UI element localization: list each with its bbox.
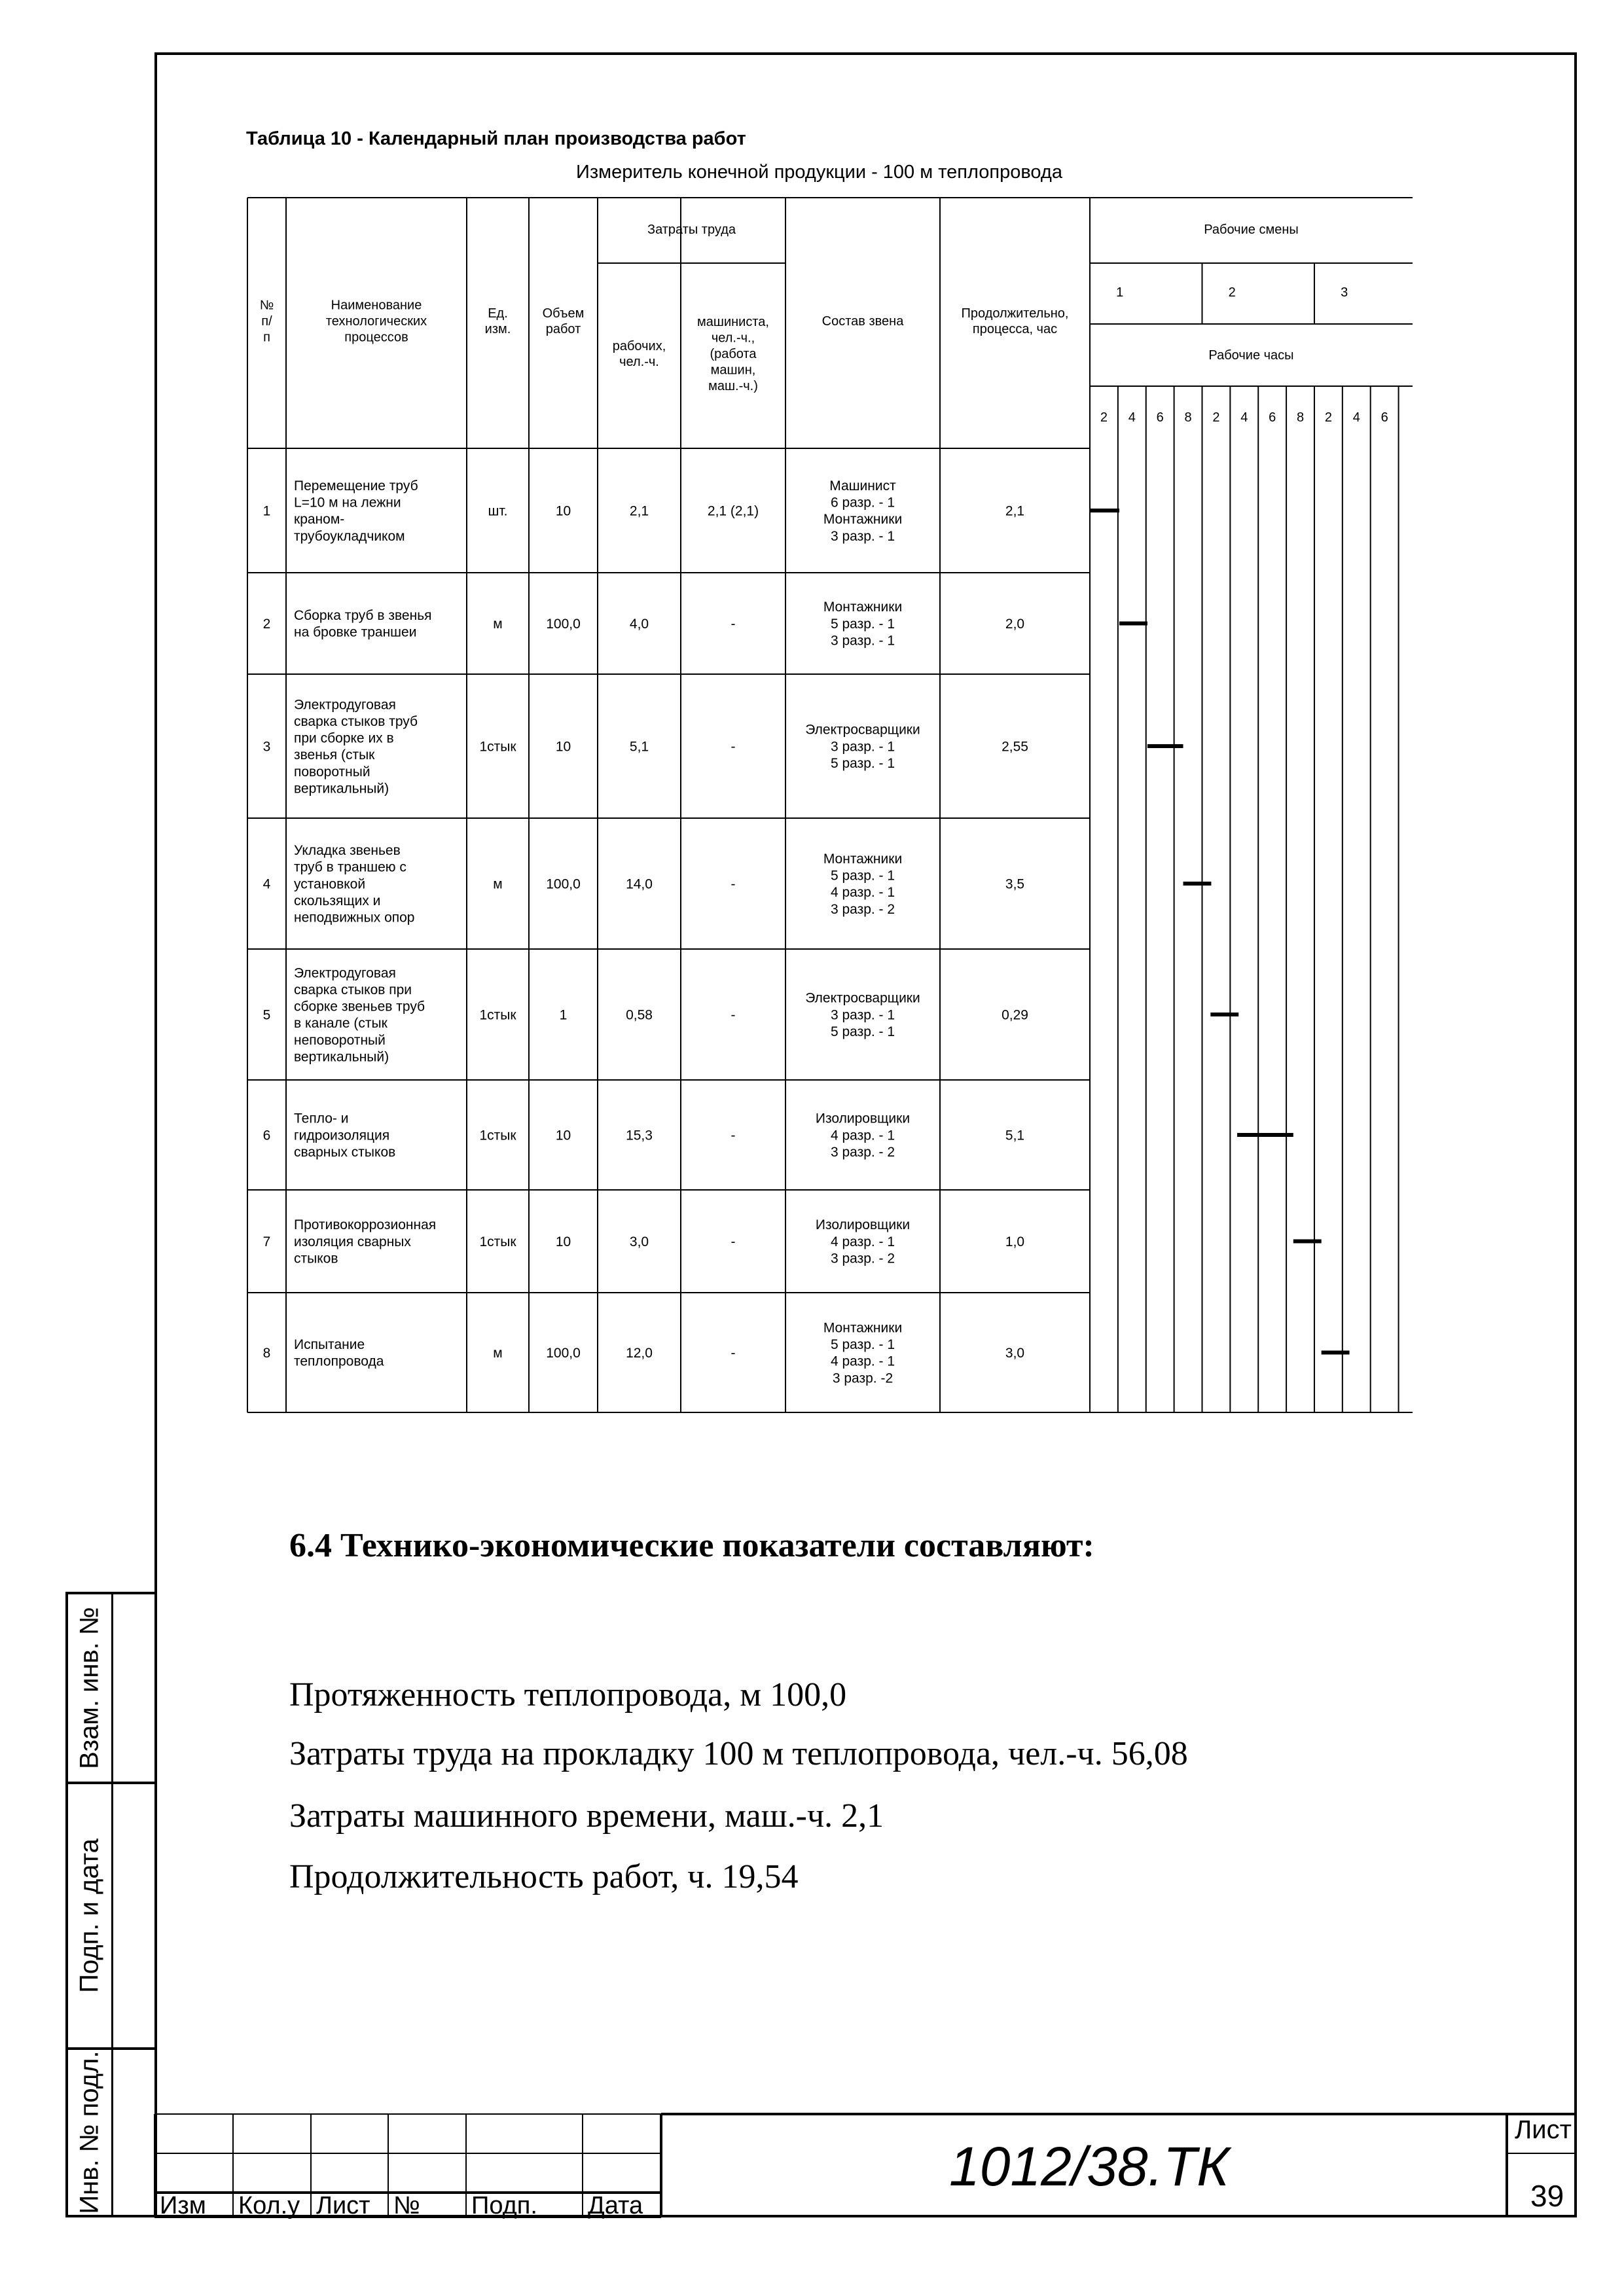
row-duration-line: 2,55 bbox=[1001, 739, 1028, 755]
row-process-name-line: Перемещение труб bbox=[294, 478, 418, 493]
hour-tick-label-line: 6 bbox=[1156, 410, 1164, 425]
row-num-line: 8 bbox=[262, 1345, 271, 1361]
row-crew-line: 3 разр. - 1 bbox=[830, 528, 895, 544]
row-num-line: 1 bbox=[262, 503, 271, 519]
row-machinists-line: - bbox=[731, 1007, 736, 1023]
row-machinists-line: - bbox=[731, 616, 736, 632]
row-process-name-line: неподвижных опор bbox=[294, 910, 415, 925]
header-shifts-line: Рабочие смены bbox=[1204, 223, 1299, 237]
row-process-name-line: L=10 м на лежни bbox=[294, 495, 401, 511]
row-process-name-line: теплопровода bbox=[294, 1354, 384, 1369]
stamp-field-label: Лист bbox=[316, 2192, 370, 2219]
row-crew-line: 3 разр. - 2 bbox=[830, 1251, 895, 1266]
row-process-name-line: установкой bbox=[294, 876, 366, 892]
row-volume-line: 1 bbox=[559, 1007, 568, 1023]
row-unit-line: 1стык bbox=[479, 1128, 516, 1143]
row-crew-line: Электросварщики bbox=[805, 722, 920, 738]
row-crew-line: 3 разр. - 2 bbox=[830, 901, 895, 917]
row-crew-line: 3 разр. - 2 bbox=[830, 1144, 895, 1160]
header-unit-line: Ед. bbox=[488, 306, 508, 321]
hour-tick-label-line: 8 bbox=[1184, 410, 1192, 425]
row-volume-line: 10 bbox=[555, 1234, 571, 1249]
stamp-field-label: Кол.у bbox=[238, 2192, 300, 2219]
row-unit-line: 1стык bbox=[479, 739, 516, 755]
row-crew-line: 5 разр. - 1 bbox=[830, 868, 895, 884]
row-machinists-line: - bbox=[731, 739, 736, 755]
row-workers-line: 5,1 bbox=[629, 739, 649, 755]
hour-tick-label-line: 6 bbox=[1380, 410, 1388, 425]
row-crew-line: Изолировщики bbox=[815, 1217, 911, 1233]
row-duration-line: 3,0 bbox=[1005, 1345, 1025, 1361]
row-crew-line: 4 разр. - 1 bbox=[830, 1128, 895, 1143]
header-machinists-line: машин, bbox=[710, 363, 756, 378]
row-volume-line: 10 bbox=[555, 739, 571, 755]
row-volume-line: 100,0 bbox=[546, 616, 581, 632]
row-process-name-line: звенья (стык bbox=[294, 747, 375, 763]
hour-tick-label-line: 4 bbox=[1128, 410, 1136, 425]
row-crew-line: 4 разр. - 1 bbox=[830, 1354, 895, 1369]
hour-tick-label-line: 2 bbox=[1324, 410, 1332, 425]
stamp-field-label: Подп. bbox=[471, 2192, 537, 2219]
row-duration-line: 5,1 bbox=[1005, 1128, 1025, 1143]
indicator-labor: Затраты труда на прокладку 100 м теплопровода, чел.-ч. 56,08 bbox=[289, 1735, 1188, 1772]
row-process-name-line: на бровке траншеи bbox=[294, 624, 417, 640]
row-volume-line: 10 bbox=[555, 503, 571, 519]
row-volume-line: 10 bbox=[555, 1128, 571, 1143]
document-code: 1012/38.ТК bbox=[949, 2136, 1229, 2197]
row-duration-line: 3,5 bbox=[1005, 876, 1025, 892]
side-label-inv: Инв. № подл. bbox=[75, 2051, 104, 2214]
shift-number-line: 3 bbox=[1341, 285, 1348, 300]
header-unit-line: изм. bbox=[484, 322, 511, 337]
row-duration-line: 1,0 bbox=[1005, 1234, 1025, 1249]
row-process-name-line: труб в траншею с bbox=[294, 859, 406, 875]
header-num-line: п bbox=[263, 330, 270, 345]
row-unit-line: м bbox=[493, 1345, 503, 1361]
row-process-name-line: вертикальный) bbox=[294, 1049, 389, 1065]
row-process-name-line: стыков bbox=[294, 1251, 338, 1266]
row-crew-line: Машинист bbox=[829, 478, 896, 493]
row-crew-line: 3 разр. - 1 bbox=[830, 633, 895, 649]
hour-tick-label-line: 6 bbox=[1269, 410, 1276, 425]
shift-number-line: 1 bbox=[1116, 285, 1124, 300]
side-label-podp: Подп. и дата bbox=[75, 1839, 104, 1993]
row-process-name-line: сварка стыков при bbox=[294, 982, 412, 997]
row-machinists-line: - bbox=[731, 1128, 736, 1143]
sheet-number: 39 bbox=[1530, 2179, 1564, 2213]
row-process-name-line: краном- bbox=[294, 512, 345, 528]
row-machinists-line: - bbox=[731, 1234, 736, 1249]
header-volume-line: Объем bbox=[542, 306, 585, 321]
row-process-name-line: изоляция сварных bbox=[294, 1234, 411, 1249]
sheet-label: Лист bbox=[1515, 2115, 1572, 2144]
indicator-machine-time: Затраты машинного времени, маш.-ч. 2,1 bbox=[289, 1797, 884, 1835]
row-unit-line: 1стык bbox=[479, 1007, 516, 1023]
row-process-name-line: Электродуговая bbox=[294, 965, 396, 981]
header-workers-line: чел.-ч. bbox=[619, 355, 659, 370]
row-process-name-line: вертикальный) bbox=[294, 781, 389, 797]
indicator-length: Протяженность теплопровода, м 100,0 bbox=[289, 1676, 847, 1713]
header-name-line: технологических bbox=[325, 314, 427, 329]
row-crew-line: 5 разр. - 1 bbox=[830, 755, 895, 771]
header-duration-line: процесса, час bbox=[972, 322, 1058, 337]
row-process-name-line: Укладка звеньев bbox=[294, 843, 401, 859]
row-num-line: 5 bbox=[262, 1007, 271, 1023]
side-label-vzam: Взам. инв. № bbox=[75, 1607, 104, 1769]
section-heading: 6.4 Технико-экономические показатели составляют: bbox=[289, 1527, 1094, 1564]
row-crew-line: 5 разр. - 1 bbox=[830, 1337, 895, 1353]
row-process-name-line: скользящих и bbox=[294, 893, 381, 908]
row-crew-line: 5 разр. - 1 bbox=[830, 616, 895, 632]
row-process-name-line: при сборке их в bbox=[294, 730, 394, 746]
row-num-line: 4 bbox=[262, 876, 271, 892]
table-title: Таблица 10 - Календарный план производства работ bbox=[246, 128, 746, 149]
stamp-field-label: Дата bbox=[588, 2192, 643, 2219]
table-subtitle: Измеритель конечной продукции - 100 м теплопровода bbox=[576, 162, 1062, 183]
header-name-line: процессов bbox=[344, 330, 408, 345]
row-num-line: 2 bbox=[262, 616, 271, 632]
row-process-name-line: неповоротный bbox=[294, 1032, 386, 1048]
row-crew-line: Изолировщики bbox=[815, 1111, 911, 1126]
indicator-duration: Продолжительность работ, ч. 19,54 bbox=[289, 1858, 799, 1895]
row-crew-line: 4 разр. - 1 bbox=[830, 1234, 895, 1249]
row-process-name-line: гидроизоляция bbox=[294, 1128, 390, 1143]
header-duration-line: Продолжительно, bbox=[961, 306, 1069, 321]
row-num-line: 7 bbox=[262, 1234, 271, 1249]
header-machinists-line: (работа bbox=[710, 347, 757, 361]
row-process-name-line: поворотный bbox=[294, 764, 370, 780]
header-workers-line: рабочих, bbox=[612, 338, 666, 353]
hour-tick-label-line: 4 bbox=[1240, 410, 1248, 425]
row-unit-line: 1стык bbox=[479, 1234, 516, 1249]
header-machinists-line: чел.-ч., bbox=[711, 331, 755, 346]
row-crew-line: Монтажники bbox=[823, 1320, 903, 1336]
row-workers-line: 15,3 bbox=[626, 1128, 653, 1143]
row-workers-line: 12,0 bbox=[626, 1345, 653, 1361]
header-volume-line: работ bbox=[545, 322, 581, 337]
row-crew-line: Электросварщики bbox=[805, 990, 920, 1006]
header-name-line: Наименование bbox=[331, 298, 422, 313]
row-volume-line: 100,0 bbox=[546, 1345, 581, 1361]
row-crew-line: Монтажники bbox=[823, 851, 903, 867]
stamp-field-label: Изм bbox=[160, 2192, 206, 2219]
row-workers-line: 14,0 bbox=[626, 876, 653, 892]
row-machinists-line: - bbox=[731, 1345, 736, 1361]
row-workers-line: 3,0 bbox=[629, 1234, 649, 1249]
row-crew-line: 3 разр. - 1 bbox=[830, 739, 895, 755]
header-labor-line: Затраты труда bbox=[647, 223, 736, 237]
row-workers-line: 2,1 bbox=[629, 503, 649, 519]
hour-tick-label-line: 4 bbox=[1352, 410, 1360, 425]
row-process-name-line: Электродуговая bbox=[294, 697, 396, 713]
shift-number-line: 2 bbox=[1228, 285, 1236, 300]
header-num-line: п/ bbox=[261, 314, 272, 329]
stamp-field-label: № bbox=[393, 2192, 420, 2219]
header-num-line: № bbox=[259, 298, 274, 313]
row-workers-line: 4,0 bbox=[629, 616, 649, 632]
header-machinists-line: маш.-ч.) bbox=[708, 378, 758, 393]
row-unit-line: шт. bbox=[488, 503, 508, 519]
row-num-line: 6 bbox=[262, 1128, 271, 1143]
row-machinists-line: - bbox=[731, 876, 736, 892]
header-hours-line: Рабочие часы bbox=[1208, 348, 1294, 363]
row-crew-line: 3 разр. - 1 bbox=[830, 1007, 895, 1023]
row-unit-line: м bbox=[493, 876, 503, 892]
row-crew-line: 5 разр. - 1 bbox=[830, 1024, 895, 1039]
row-duration-line: 2,1 bbox=[1005, 503, 1025, 519]
hour-tick-label-line: 2 bbox=[1212, 410, 1220, 425]
row-crew-line: 3 разр. -2 bbox=[832, 1371, 893, 1386]
hour-tick-label-line: 8 bbox=[1296, 410, 1305, 425]
row-process-name-line: Сборка труб в звенья bbox=[294, 608, 432, 624]
row-num-line: 3 bbox=[262, 739, 271, 755]
hour-tick-label-line: 2 bbox=[1100, 410, 1108, 425]
row-duration-line: 0,29 bbox=[1001, 1007, 1028, 1023]
row-volume-line: 100,0 bbox=[546, 876, 581, 892]
row-workers-line: 0,58 bbox=[626, 1007, 653, 1023]
row-crew-line: 6 разр. - 1 bbox=[830, 495, 895, 511]
header-crew-line: Состав звена bbox=[821, 314, 904, 329]
row-process-name-line: Тепло- и bbox=[294, 1111, 349, 1126]
row-unit-line: м bbox=[493, 616, 503, 632]
row-crew-line: Монтажники bbox=[823, 600, 903, 615]
row-crew-line: 4 разр. - 1 bbox=[830, 885, 895, 901]
row-process-name-line: в канале (стык bbox=[294, 1016, 388, 1031]
row-duration-line: 2,0 bbox=[1005, 616, 1025, 632]
row-crew-line: Монтажники bbox=[823, 512, 903, 528]
row-process-name-line: сварных стыков bbox=[294, 1144, 396, 1160]
header-machinists-line: машиниста, bbox=[697, 315, 769, 330]
row-process-name-line: Испытание bbox=[294, 1337, 365, 1353]
row-process-name-line: сварка стыков труб bbox=[294, 713, 418, 729]
row-machinists-line: 2,1 (2,1) bbox=[707, 503, 759, 519]
row-process-name-line: сборке звеньев труб bbox=[294, 999, 425, 1014]
row-process-name-line: трубоукладчиком bbox=[294, 528, 405, 544]
row-process-name-line: Противокоррозионная bbox=[294, 1217, 437, 1233]
